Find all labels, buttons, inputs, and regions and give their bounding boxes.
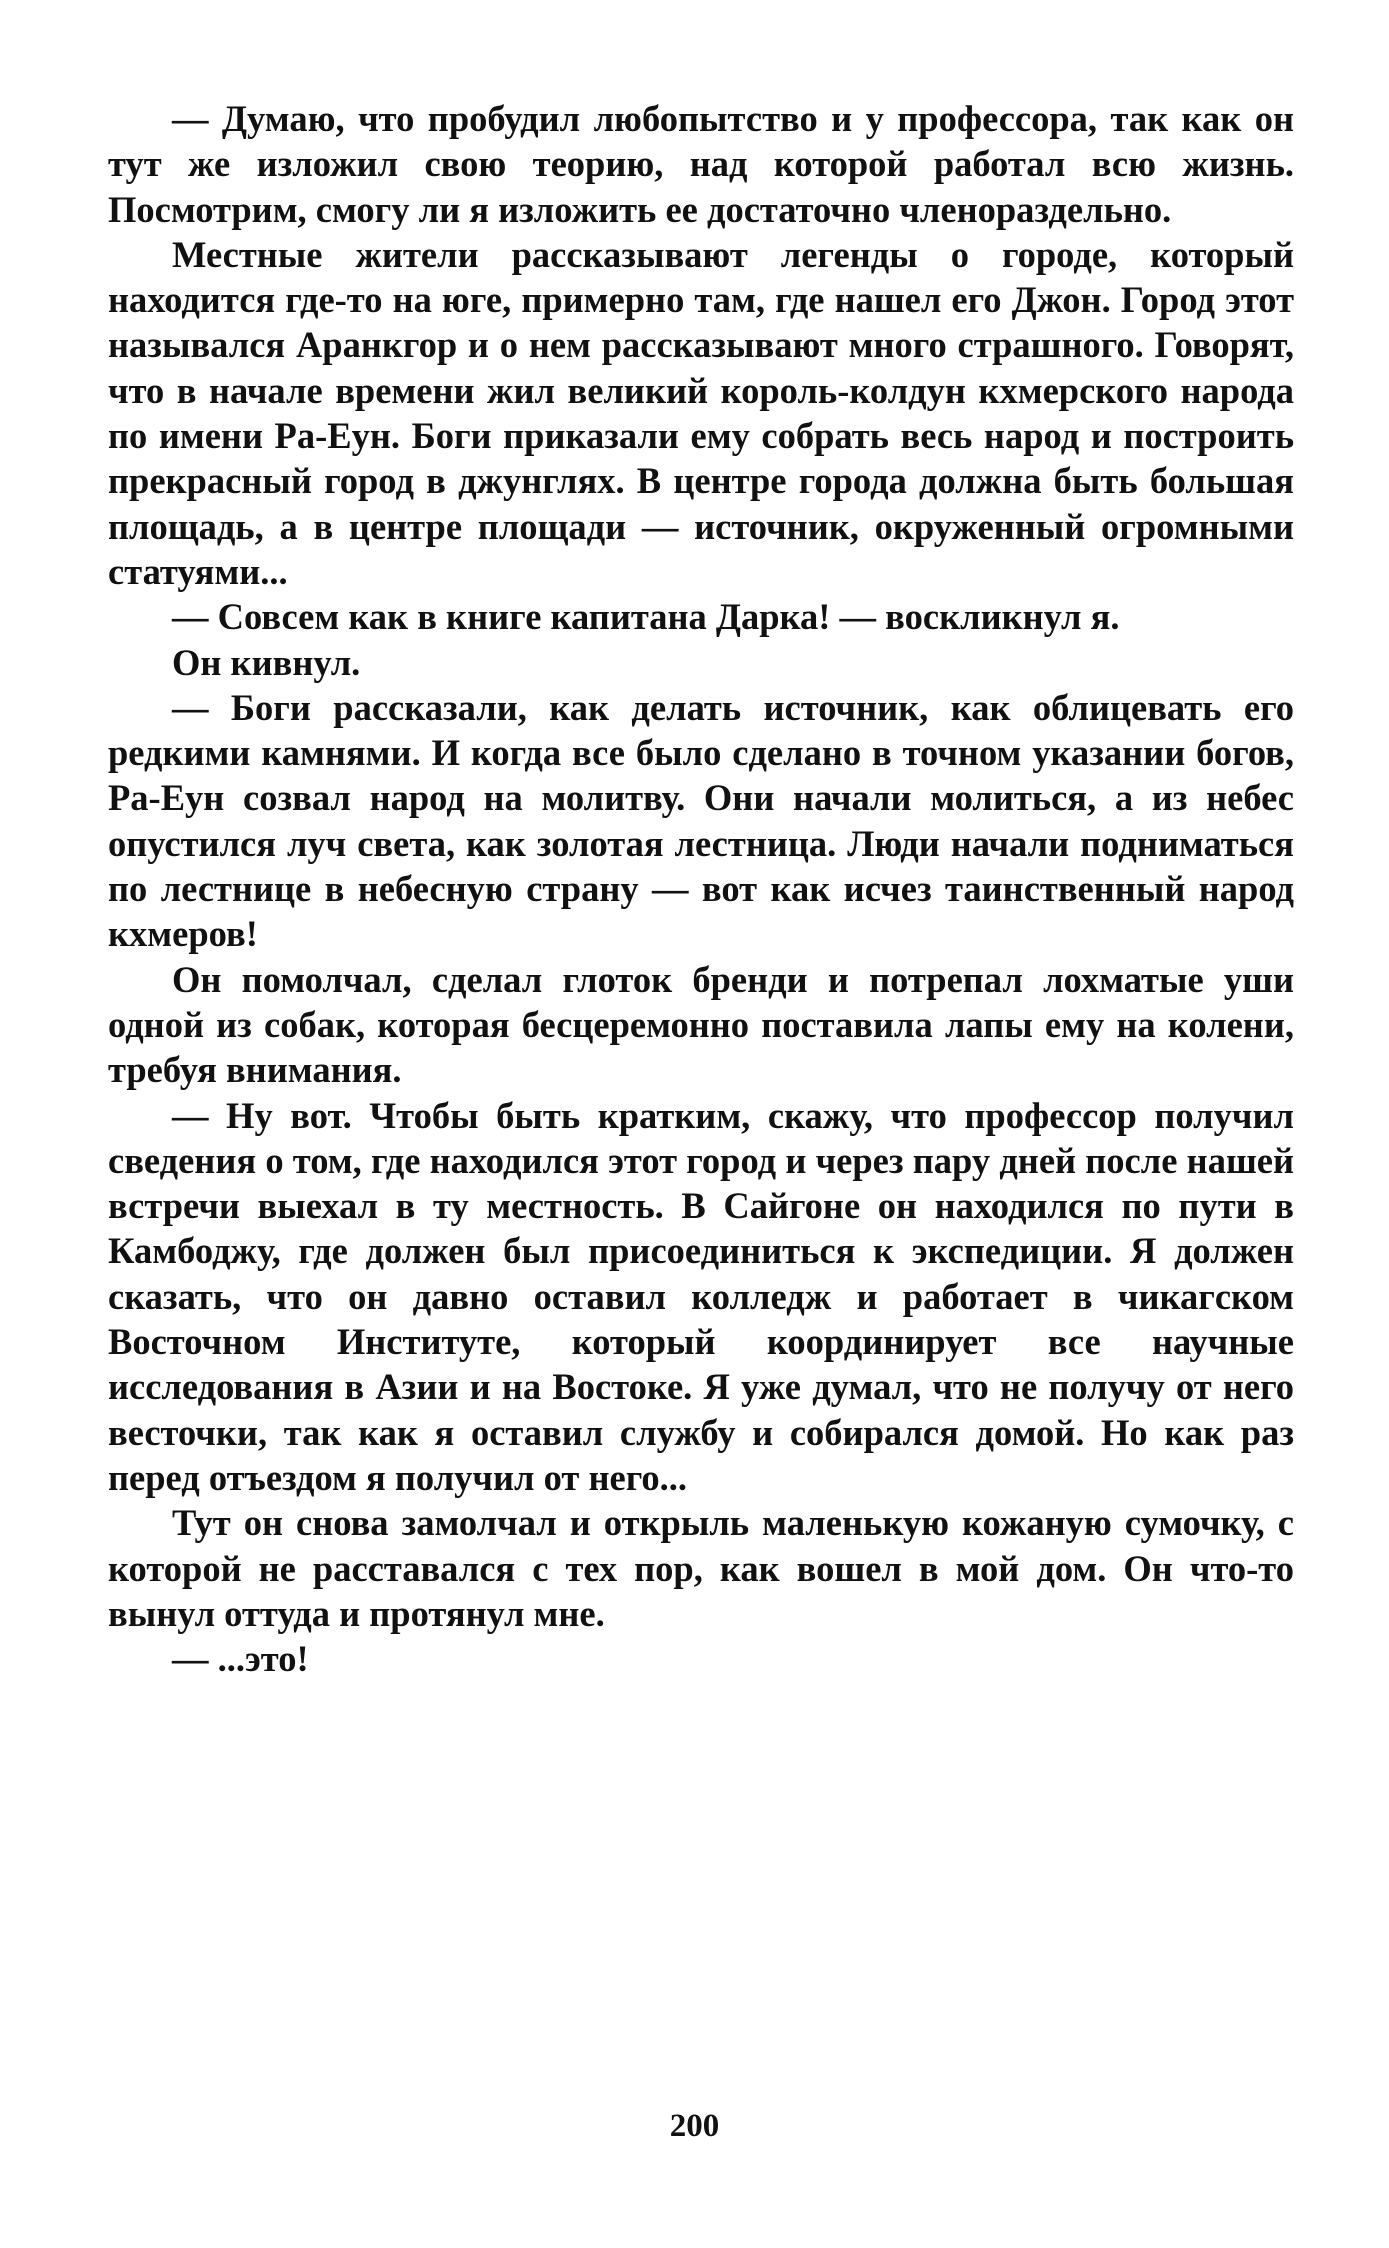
paragraph: — Боги рассказали, как делать источник, как облицевать его редкими камнями. И когда все было сделано в точном указании богов, Ра-Еун созвал народ на молитву. Они начали молиться, а из небес опустился луч света, как золотая лестница. Люди начали подниматься по лестнице в небесную страну — вот как исчез таинственный народ кхмеров! bbox=[108, 686, 1294, 955]
paragraph: — Думаю, что пробудил любопытство и у профессора, так как он тут же изложил свою теорию, над которой работал всю жизнь. Посмотрим, смогу ли я изложить ее достаточно членораздельно. bbox=[108, 98, 1294, 230]
page-body bbox=[108, 96, 1294, 1681]
paragraph: — ...это! bbox=[172, 1638, 309, 1680]
paragraph: — Совсем как в книге капитана Дарка! — воскликнул я. bbox=[172, 596, 1120, 638]
paragraph: — Ну вот. Чтобы быть кратким, скажу, что профессор получил сведения о том, где находился этот город и через пару дней после нашей встречи выехал в ту местность. В Сайгоне он находился по пути в Камбоджу, где должен был присоединиться к экспедиции. Я должен сказать, что он давно оставил колледж и работает в чикагском Восточном Институте, который координирует все научные исследования в Азии и на Востоке. Я уже думал, что не получу от него весточки, так как я оставил службу и собирался домой. Но как раз перед отъездом я получил от него... bbox=[108, 1094, 1294, 1498]
paragraph: Он кивнул. bbox=[172, 641, 361, 683]
page-number: 200 bbox=[669, 2108, 720, 2144]
paragraph: Он помолчал, сделал глоток бренди и потрепал лохматые уши одной из собак, которая бесцеремонно поставила лапы ему на колени, требуя внимания. bbox=[108, 958, 1294, 1091]
paragraph: Местные жители рассказывают легенды о городе, который находится где-то на юге, примерно там, где нашел его Джон. Город этот назывался Аранкгор и о нем рассказывают много страшного. Говорят, что в начале времени жил великий король-колдун кхмерского народа по имени Ра-Еун. Боги приказали ему собрать весь народ и построить прекрасный город в джунглях. В центре города должна быть большая площадь, а в центре площади — источник, окруженный огромными статуями... bbox=[108, 233, 1294, 592]
paragraph: Тут он снова замолчал и открыль маленькую кожаную сумочку, с которой не расставался с тех пор, как вошел в мой дом. Он что-то вынул оттуда и протянул мне. bbox=[108, 1502, 1294, 1634]
